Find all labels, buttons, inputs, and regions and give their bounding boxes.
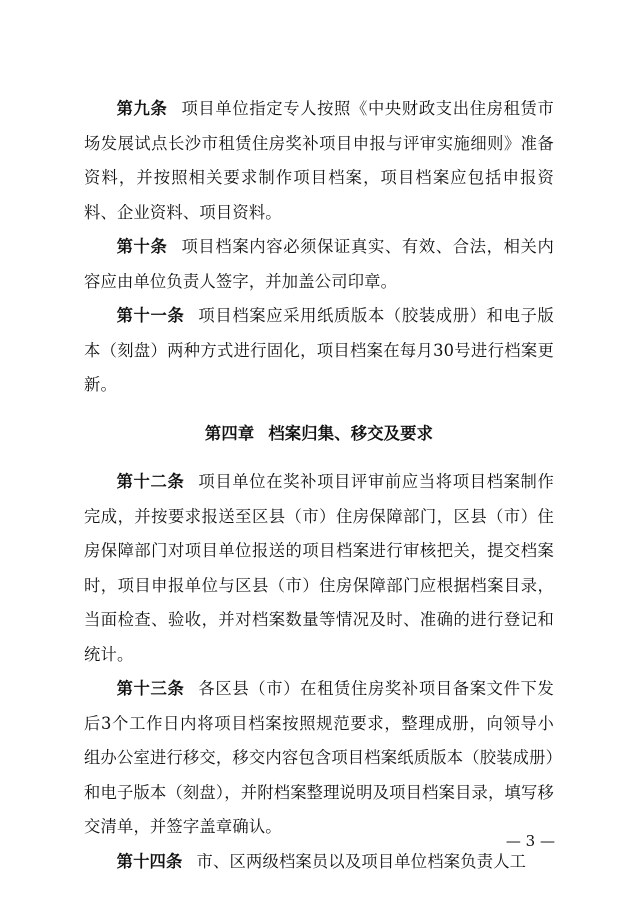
article-13 xyxy=(84,672,554,845)
article-9 xyxy=(84,92,554,230)
article-label: 第十条 xyxy=(116,237,168,256)
chapter-number: 第四章 xyxy=(204,423,255,443)
page-number: — 3 — xyxy=(505,832,555,850)
article-14 xyxy=(84,845,554,880)
article-label: 第十一条 xyxy=(116,306,185,325)
article-text: 项目档案应采用纸质版本（胶装成册）和电子版本（刻盘）两种方式进行固化，项目档案在每月30号进行档案更新。 xyxy=(84,306,554,394)
article-text: 项目单位指定专人按照《中央财政支出住房租赁市场发展试点长沙市租赁住房奖补项目申报与评审实施细则》准备资料，并按照相关要求制作项目档案，项目档案应包括申报资料、企业资料、项目资料。 xyxy=(84,99,554,222)
article-text: 项目单位在奖补项目评审前应当将项目档案制作完成，并按要求报送至区县（市）住房保障部门，区县（市）住房保障部门对项目单位报送的项目档案进行审核把关，提交档案时，项目申报单位与区县（市）住房保障部门应根据档案目录，当面检查、验收，并对档案数量等情况及时、准确的进行登记和统计。 xyxy=(84,472,554,664)
article-label: 第十三条 xyxy=(116,679,185,698)
article-label: 第九条 xyxy=(116,99,168,118)
document-body xyxy=(84,92,554,879)
article-text: 市、区两级档案员以及项目单位档案负责人工 xyxy=(196,851,527,871)
article-label: 第十四条 xyxy=(116,851,183,871)
article-12 xyxy=(84,465,554,672)
article-label: 第十二条 xyxy=(116,472,185,491)
article-text: 各区县（市）在租赁住房奖补项目备案文件下发后3个工作日内将项目档案按照规范要求，整理成册，向领导小组办公室进行移交，移交内容包含项目档案纸质版本（胶装成册）和电子版本（刻盘），并附档案整理说明及项目档案目录，填写移交清单，并签字盖章确认。 xyxy=(84,679,554,836)
chapter-heading xyxy=(84,417,554,452)
chapter-title: 档案归集、移交及要求 xyxy=(268,423,434,443)
article-text: 项目档案内容必须保证真实、有效、合法，相关内容应由单位负责人签字，并加盖公司印章。 xyxy=(84,237,554,291)
article-10 xyxy=(84,230,554,299)
article-11 xyxy=(84,299,554,403)
